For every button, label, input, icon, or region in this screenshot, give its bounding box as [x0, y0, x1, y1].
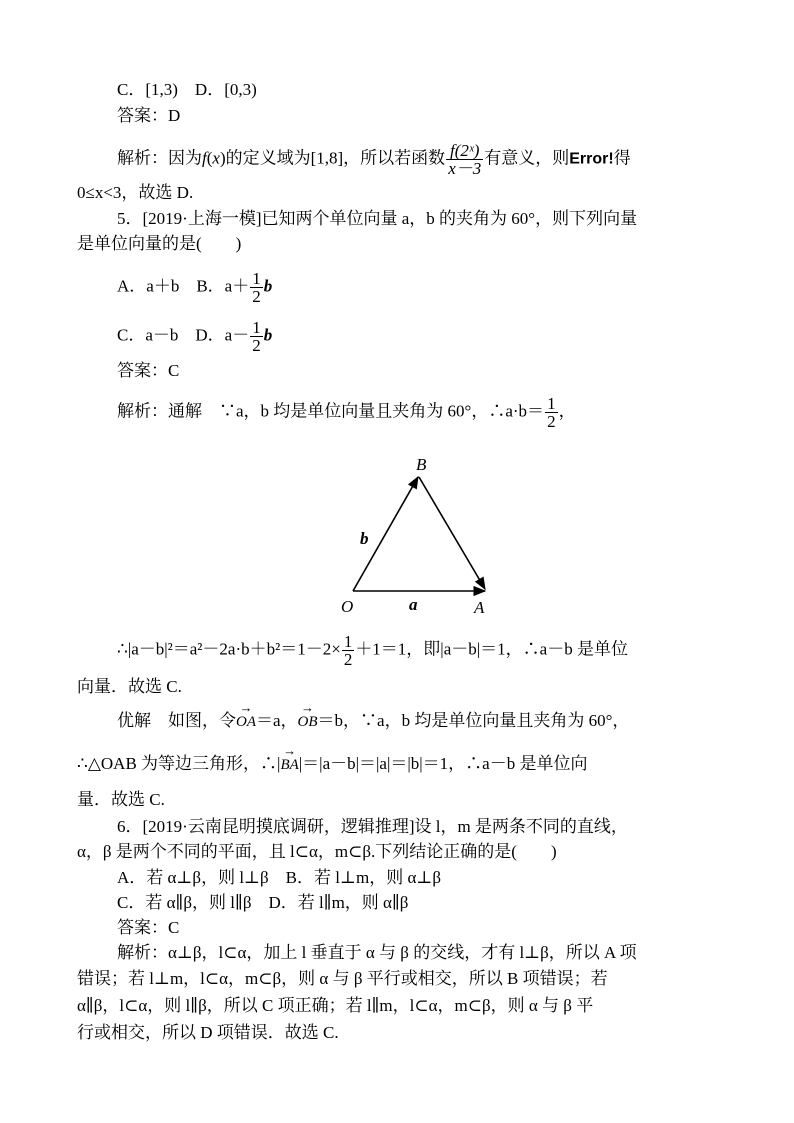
question-6-line: 6．[2019·云南昆明摸底调研，逻辑推理]设 l，m 是两条不同的直线，	[117, 817, 628, 836]
fraction-denominator: 2	[252, 287, 261, 306]
fraction-denominator: 2	[252, 336, 261, 355]
vector-ba-symbol: → BA	[280, 753, 298, 777]
analysis-text: 解析：通解 ∵a，b 均是单位向量且夹角为 60°，∴a·b＝	[117, 401, 545, 421]
analysis-text: ∴△OAB 为等边三角形，∴|	[77, 754, 281, 773]
analysis-text: ，	[558, 401, 576, 421]
answer-line: 答案：D	[117, 106, 181, 125]
option-line-cd: C．若 α∥β，则 l∥β D．若 l∥m，则 α∥β	[117, 893, 409, 912]
fraction	[250, 270, 263, 305]
analysis-line: 向量．故选 C.	[77, 677, 182, 696]
option-text: C．a－b D．a－	[117, 325, 250, 345]
analysis-text: ＋1＝1，即|a－b|＝1，∴a－b 是单位	[355, 639, 628, 659]
option-line-ab: A．若 α⊥β，则 l⊥β B．若 l⊥m，则 α⊥β	[117, 868, 441, 887]
option-line-cd: C．[1,3) D．[0,3)	[117, 80, 257, 99]
option-text: b	[263, 325, 273, 345]
analysis-line	[117, 709, 629, 734]
analysis-line	[117, 142, 631, 177]
fraction-denominator: 2	[547, 412, 556, 431]
fraction-numerator: 1	[252, 269, 261, 288]
fraction-numerator: 1	[252, 318, 261, 337]
option-line-ab	[117, 270, 272, 305]
fraction	[545, 395, 558, 430]
answer-line: 答案：C	[117, 361, 180, 380]
analysis-line: 错误；若 l⊥m，l⊂α，m⊂β，则 α 与 β 平行或相交，所以 B 项错误；若	[77, 969, 608, 988]
var-x: x	[212, 148, 220, 168]
fraction	[446, 142, 483, 177]
analysis-text: )的定义域为[1,8]，所以若函数	[219, 148, 446, 168]
error-text: Error!	[569, 150, 614, 168]
label-vector-a: a	[409, 595, 418, 614]
fraction-numerator: 1	[343, 632, 353, 651]
fraction-denominator: 2	[343, 650, 353, 669]
fraction-numerator: 1	[547, 394, 556, 413]
triangle-figure	[335, 450, 505, 625]
func-f: f	[202, 148, 207, 168]
vector-ob-symbol: → OB	[298, 710, 318, 734]
vector-oa-symbol: → OA	[236, 710, 256, 734]
answer-line: 答案：C	[117, 918, 180, 937]
analysis-line	[117, 633, 628, 668]
option-text: b	[263, 276, 273, 296]
analysis-text: ＝a，	[256, 711, 298, 730]
paren: (	[206, 148, 213, 168]
fraction	[342, 633, 355, 668]
fraction	[250, 319, 263, 354]
analysis-text: 解析：因为	[117, 148, 202, 168]
analysis-line	[77, 752, 587, 777]
option-text: A．a＋b B．a＋	[117, 276, 250, 296]
fraction-denominator: x－3	[448, 159, 482, 178]
analysis-text: ＝b，∵a，b 均是单位向量且夹角为 60°，	[317, 711, 630, 730]
analysis-text: |＝|a－b|＝|a|＝|b|＝1，∴a－b 是单位向	[298, 754, 588, 773]
analysis-text: 得	[613, 148, 631, 168]
label-o-point: O	[341, 597, 354, 616]
question-6-line: α，β 是两个不同的平面，且 l⊂α，m⊂β.下列结论正确的是( )	[77, 842, 557, 861]
analysis-line: 解析：α⊥β，l⊂α，加上 l 垂直于 α 与 β 的交线，才有 l⊥β，所以 A 项	[117, 943, 637, 962]
analysis-text: 有意义，则	[484, 148, 570, 168]
label-a-point: A	[474, 598, 485, 617]
analysis-line: α∥β，l⊂α，则 l∥β，所以 C 项正确；若 l∥m，l⊂α，m⊂β，则 α 与 β 平	[77, 996, 594, 1015]
analysis-line	[117, 395, 576, 430]
question-5-line: 5．[2019·上海一模]已知两个单位向量 a，b 的夹角为 60°，则下列向量	[117, 209, 638, 228]
vector-ba	[419, 477, 485, 589]
analysis-text: 优解 如图，令	[117, 711, 236, 730]
analysis-line: 量．故选 C.	[77, 790, 165, 809]
label-vector-b: b	[360, 529, 369, 548]
fraction-numerator: f(2ˣ)	[446, 142, 483, 160]
label-b-point: B	[416, 455, 427, 474]
analysis-line: 行或相交，所以 D 项错误．故选 C.	[77, 1023, 339, 1042]
analysis-line: 0≤x<3，故选 D.	[77, 183, 194, 202]
analysis-text: ∴|a－b|²＝a²－2a·b＋b²＝1－2×	[117, 639, 341, 659]
question-5-line: 是单位向量的是( )	[77, 234, 242, 253]
option-line-cd	[117, 319, 272, 354]
